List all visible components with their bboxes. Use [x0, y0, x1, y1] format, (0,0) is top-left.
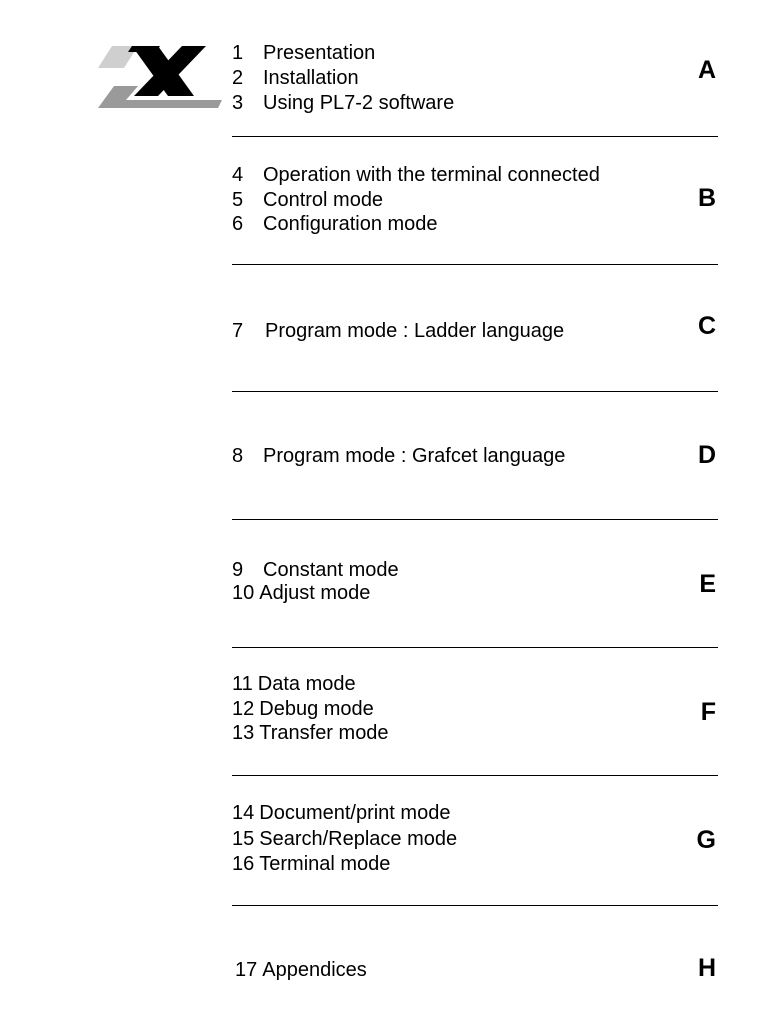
- section-letter[interactable]: H: [697, 954, 716, 982]
- section-divider: [232, 519, 718, 520]
- toc-entry[interactable]: [232, 581, 370, 605]
- toc-entry[interactable]: [232, 41, 375, 65]
- telemecanique-x-logo: [98, 42, 222, 112]
- section-letter[interactable]: E: [699, 570, 716, 598]
- chapter-title: Constant mode: [263, 559, 399, 581]
- chapter-title: Using PL7-2 software: [263, 92, 455, 114]
- section-g: [232, 800, 718, 900]
- logo-x-top-bar: [128, 46, 160, 52]
- section-letter[interactable]: D: [697, 441, 716, 469]
- section-a: [232, 40, 718, 136]
- section-divider: [232, 391, 718, 392]
- toc-entry[interactable]: [235, 958, 367, 982]
- chapter-title: Configuration mode: [263, 213, 438, 235]
- chapter-title: Presentation: [263, 42, 376, 64]
- toc-entry[interactable]: [232, 827, 457, 851]
- toc-entry[interactable]: [232, 91, 454, 115]
- chapter-title: Operation with the terminal connected: [263, 164, 600, 186]
- chapter-number: 11: [232, 673, 253, 695]
- chapter-number: 15: [232, 828, 255, 850]
- chapter-number: 2: [232, 67, 244, 89]
- chapter-number: 13: [232, 722, 255, 744]
- chapter-title: Adjust mode: [259, 582, 371, 604]
- chapter-number: 8: [232, 445, 244, 467]
- section-b: [232, 162, 718, 262]
- toc-entry[interactable]: [232, 721, 389, 745]
- toc-entry[interactable]: [232, 697, 374, 721]
- chapter-title: Debug mode: [259, 698, 374, 720]
- toc-entry[interactable]: [232, 444, 565, 468]
- chapter-number: 12: [232, 698, 255, 720]
- section-divider: [232, 775, 718, 776]
- section-letter[interactable]: G: [696, 826, 716, 854]
- chapter-number: 14: [232, 802, 255, 824]
- chapter-title: Control mode: [263, 189, 384, 211]
- toc-entry[interactable]: [232, 558, 399, 582]
- chapter-number: 4: [232, 164, 244, 186]
- chapter-number: 1: [232, 42, 244, 64]
- section-e: [232, 556, 718, 626]
- toc-entry[interactable]: [232, 212, 438, 236]
- chapter-title: Installation: [263, 67, 359, 89]
- section-letter[interactable]: F: [700, 698, 716, 726]
- chapter-number: 6: [232, 213, 244, 235]
- section-letter[interactable]: A: [697, 56, 716, 84]
- toc-entry[interactable]: [232, 801, 450, 825]
- chapter-title: Transfer mode: [259, 722, 389, 744]
- chapter-number: 9: [232, 559, 244, 581]
- chapter-number: 7: [232, 320, 244, 342]
- section-divider: [232, 905, 718, 906]
- chapter-number: 5: [232, 189, 244, 211]
- chapter-number: 16: [232, 853, 255, 875]
- toc-entry[interactable]: [232, 319, 564, 343]
- chapter-title: Search/Replace mode: [259, 828, 458, 850]
- toc-entry[interactable]: [232, 66, 359, 90]
- section-d: [232, 425, 718, 485]
- toc-entry[interactable]: [232, 188, 383, 212]
- section-letter[interactable]: B: [697, 184, 716, 212]
- section-c: [232, 300, 718, 360]
- section-f: [232, 670, 718, 770]
- section-divider: [232, 136, 718, 137]
- toc-entry[interactable]: [232, 163, 600, 187]
- chapter-title: Program mode : Ladder language: [265, 320, 565, 342]
- chapter-title: Document/print mode: [259, 802, 451, 824]
- section-divider: [232, 647, 718, 648]
- chapter-title: Program mode : Grafcet language: [263, 445, 566, 467]
- chapter-number: 10: [232, 582, 255, 604]
- chapter-title: Appendices: [262, 959, 367, 981]
- section-letter[interactable]: C: [697, 312, 716, 340]
- chapter-number: 3: [232, 92, 244, 114]
- chapter-number: 17: [235, 959, 258, 981]
- chapter-title: Data mode: [257, 673, 356, 695]
- section-divider: [232, 264, 718, 265]
- chapter-title: Terminal mode: [259, 853, 391, 875]
- toc-entry[interactable]: [232, 672, 356, 696]
- section-h: [232, 940, 718, 1000]
- toc-entry[interactable]: [232, 852, 390, 876]
